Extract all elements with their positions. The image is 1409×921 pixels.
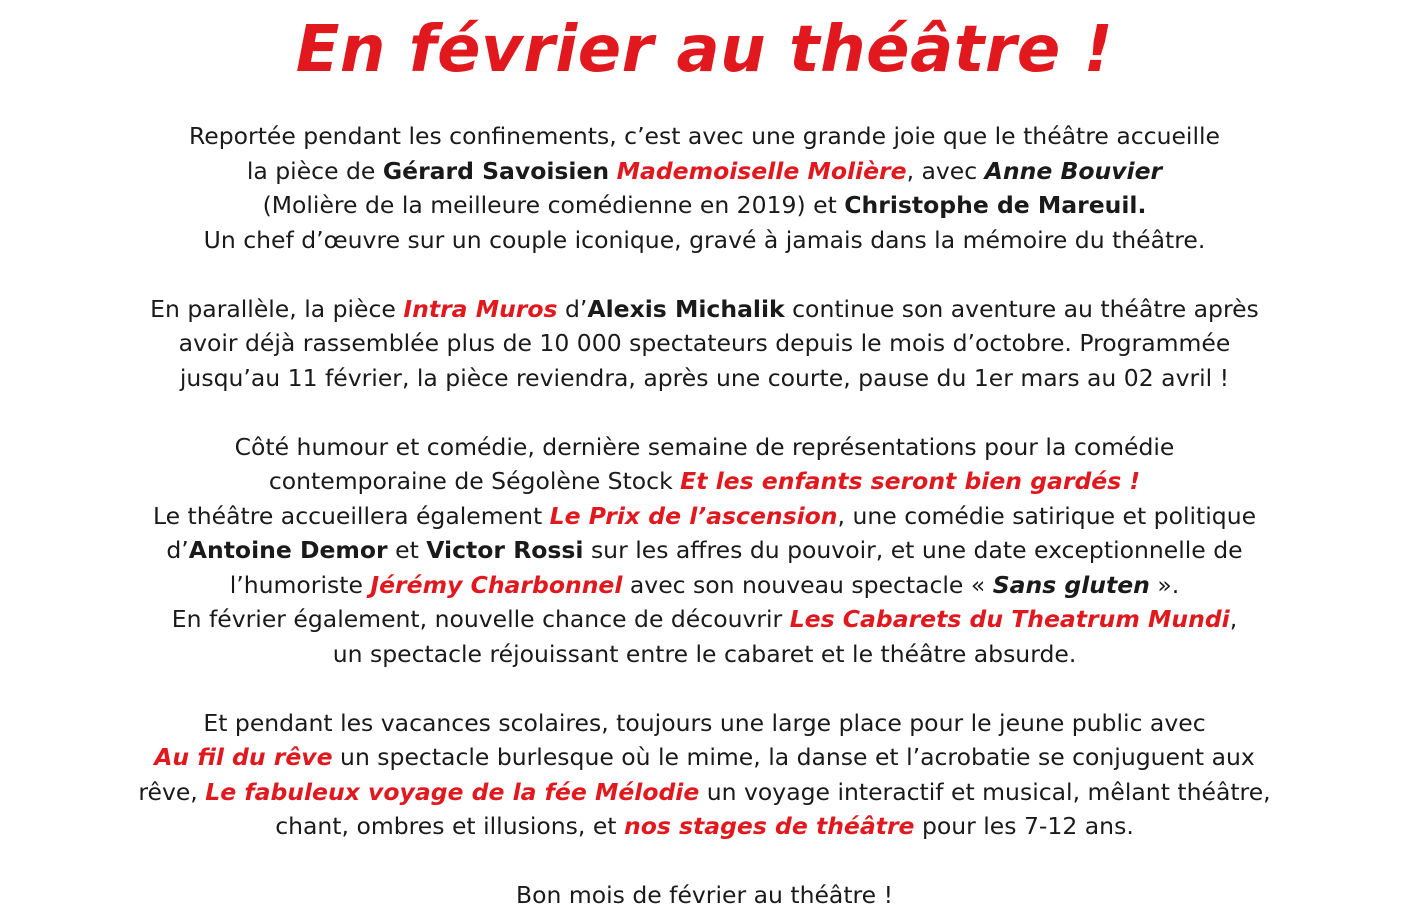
author-name: Antoine Demor	[188, 536, 388, 564]
text-line	[0, 188, 1409, 223]
text-fragment: chant, ombres et illusions, et	[275, 812, 624, 840]
text-line	[0, 154, 1409, 189]
text-fragment: continue son aventure au théâtre après	[784, 294, 1259, 323]
paragraph-gap	[0, 844, 1409, 879]
text-line	[0, 533, 1409, 568]
page-title: En février au théâtre !	[295, 13, 1114, 87]
closing-paragraph	[0, 878, 1409, 913]
show-title-link[interactable]: Au fil du rêve	[154, 743, 333, 771]
text-fragment: En parallèle, la pièce	[150, 294, 404, 323]
show-title-link[interactable]: Le fabuleux voyage de la fée Mélodie	[205, 777, 700, 806]
text-line	[0, 602, 1409, 637]
artist-name-link[interactable]: Jérémy Charbonnel	[370, 570, 623, 599]
text-fragment: un voyage interactif et musical, mêlant théâtre,	[699, 777, 1271, 806]
author-name: Gérard Savoisien	[382, 156, 610, 185]
text-fragment: la pièce de	[246, 156, 383, 185]
text-fragment: d’	[557, 294, 588, 323]
text-line: Et pendant les vacances scolaires, toujours une large place pour le jeune public avec	[203, 708, 1206, 737]
text-fragment: Le théâtre accueillera également	[152, 501, 550, 530]
play-title-link[interactable]: Intra Muros	[403, 294, 558, 323]
text-fragment: contemporaine de Ségolène Stock	[268, 467, 681, 495]
text-fragment: , avec	[906, 156, 985, 185]
text-fragment: rêve,	[138, 777, 206, 806]
show-title-link[interactable]: Les Cabarets du Theatrum Mundi	[789, 605, 1230, 633]
play-title-link[interactable]: Le Prix de l’ascension	[549, 501, 838, 530]
text-line	[0, 568, 1409, 603]
paragraph-intra-muros	[0, 292, 1409, 396]
text-fragment	[609, 157, 616, 185]
text-fragment: et	[387, 536, 427, 564]
text-line	[0, 809, 1409, 844]
text-line: Reportée pendant les confinements, c’est avec une grande joie que le théâtre accueille	[189, 122, 1220, 150]
text-fragment: avec son nouveau spectacle «	[622, 570, 993, 599]
stages-link[interactable]: nos stages de théâtre	[623, 812, 915, 840]
actor-name: Christophe de Mareuil.	[844, 191, 1147, 219]
text-fragment: l’humoriste	[229, 570, 371, 599]
text-fragment: un spectacle burlesque où le mime, la danse et l’acrobatie se conjuguent aux	[332, 743, 1255, 771]
text-line	[0, 292, 1409, 327]
text-line	[0, 740, 1409, 775]
text-line	[0, 775, 1409, 810]
text-line	[0, 464, 1409, 499]
text-line: Côté humour et comédie, dernière semaine de représentations pour la comédie	[234, 432, 1175, 461]
closing-line: Bon mois de février au théâtre !	[515, 881, 894, 909]
actor-name: Anne Bouvier	[984, 156, 1163, 185]
paragraph-humour-comedie	[0, 430, 1409, 672]
paragraph-jeune-public	[0, 706, 1409, 844]
text-fragment: d’	[166, 536, 189, 564]
show-title: Sans gluten	[992, 570, 1150, 599]
paragraph-molieres	[0, 119, 1409, 257]
text-fragment: sur les affres du pouvoir, et une date exceptionnelle de	[583, 536, 1243, 564]
text-line: Un chef d’œuvre sur un couple iconique, gravé à jamais dans la mémoire du théâtre.	[203, 225, 1206, 254]
paragraph-gap	[0, 395, 1409, 430]
text-fragment: pour les 7-12 ans.	[914, 812, 1134, 840]
text-line	[0, 499, 1409, 534]
text-line: avoir déjà rassemblée plus de 10 000 spectateurs depuis le mois d’octobre. Programmée	[178, 329, 1231, 357]
text-fragment: (Molière de la meilleure comédienne en 2019) et	[262, 191, 845, 219]
paragraph-gap	[0, 671, 1409, 706]
author-name: Alexis Michalik	[587, 294, 785, 323]
text-fragment: , une comédie satirique et politique	[837, 501, 1257, 530]
text-fragment: ,	[1229, 605, 1238, 633]
text-fragment: En février également, nouvelle chance de découvrir	[171, 605, 790, 633]
author-name: Victor Rossi	[426, 536, 584, 564]
text-fragment: ».	[1149, 570, 1180, 599]
paragraph-gap	[0, 257, 1409, 292]
play-title-link[interactable]: Et les enfants seront bien gardés !	[680, 467, 1141, 495]
text-line: un spectacle réjouissant entre le cabaret et le théâtre absurde.	[332, 639, 1077, 668]
text-line: jusqu’au 11 février, la pièce reviendra, après une courte, pause du 1er mars au 02 avril !	[179, 363, 1230, 392]
play-title-link[interactable]: Mademoiselle Molière	[616, 156, 907, 185]
